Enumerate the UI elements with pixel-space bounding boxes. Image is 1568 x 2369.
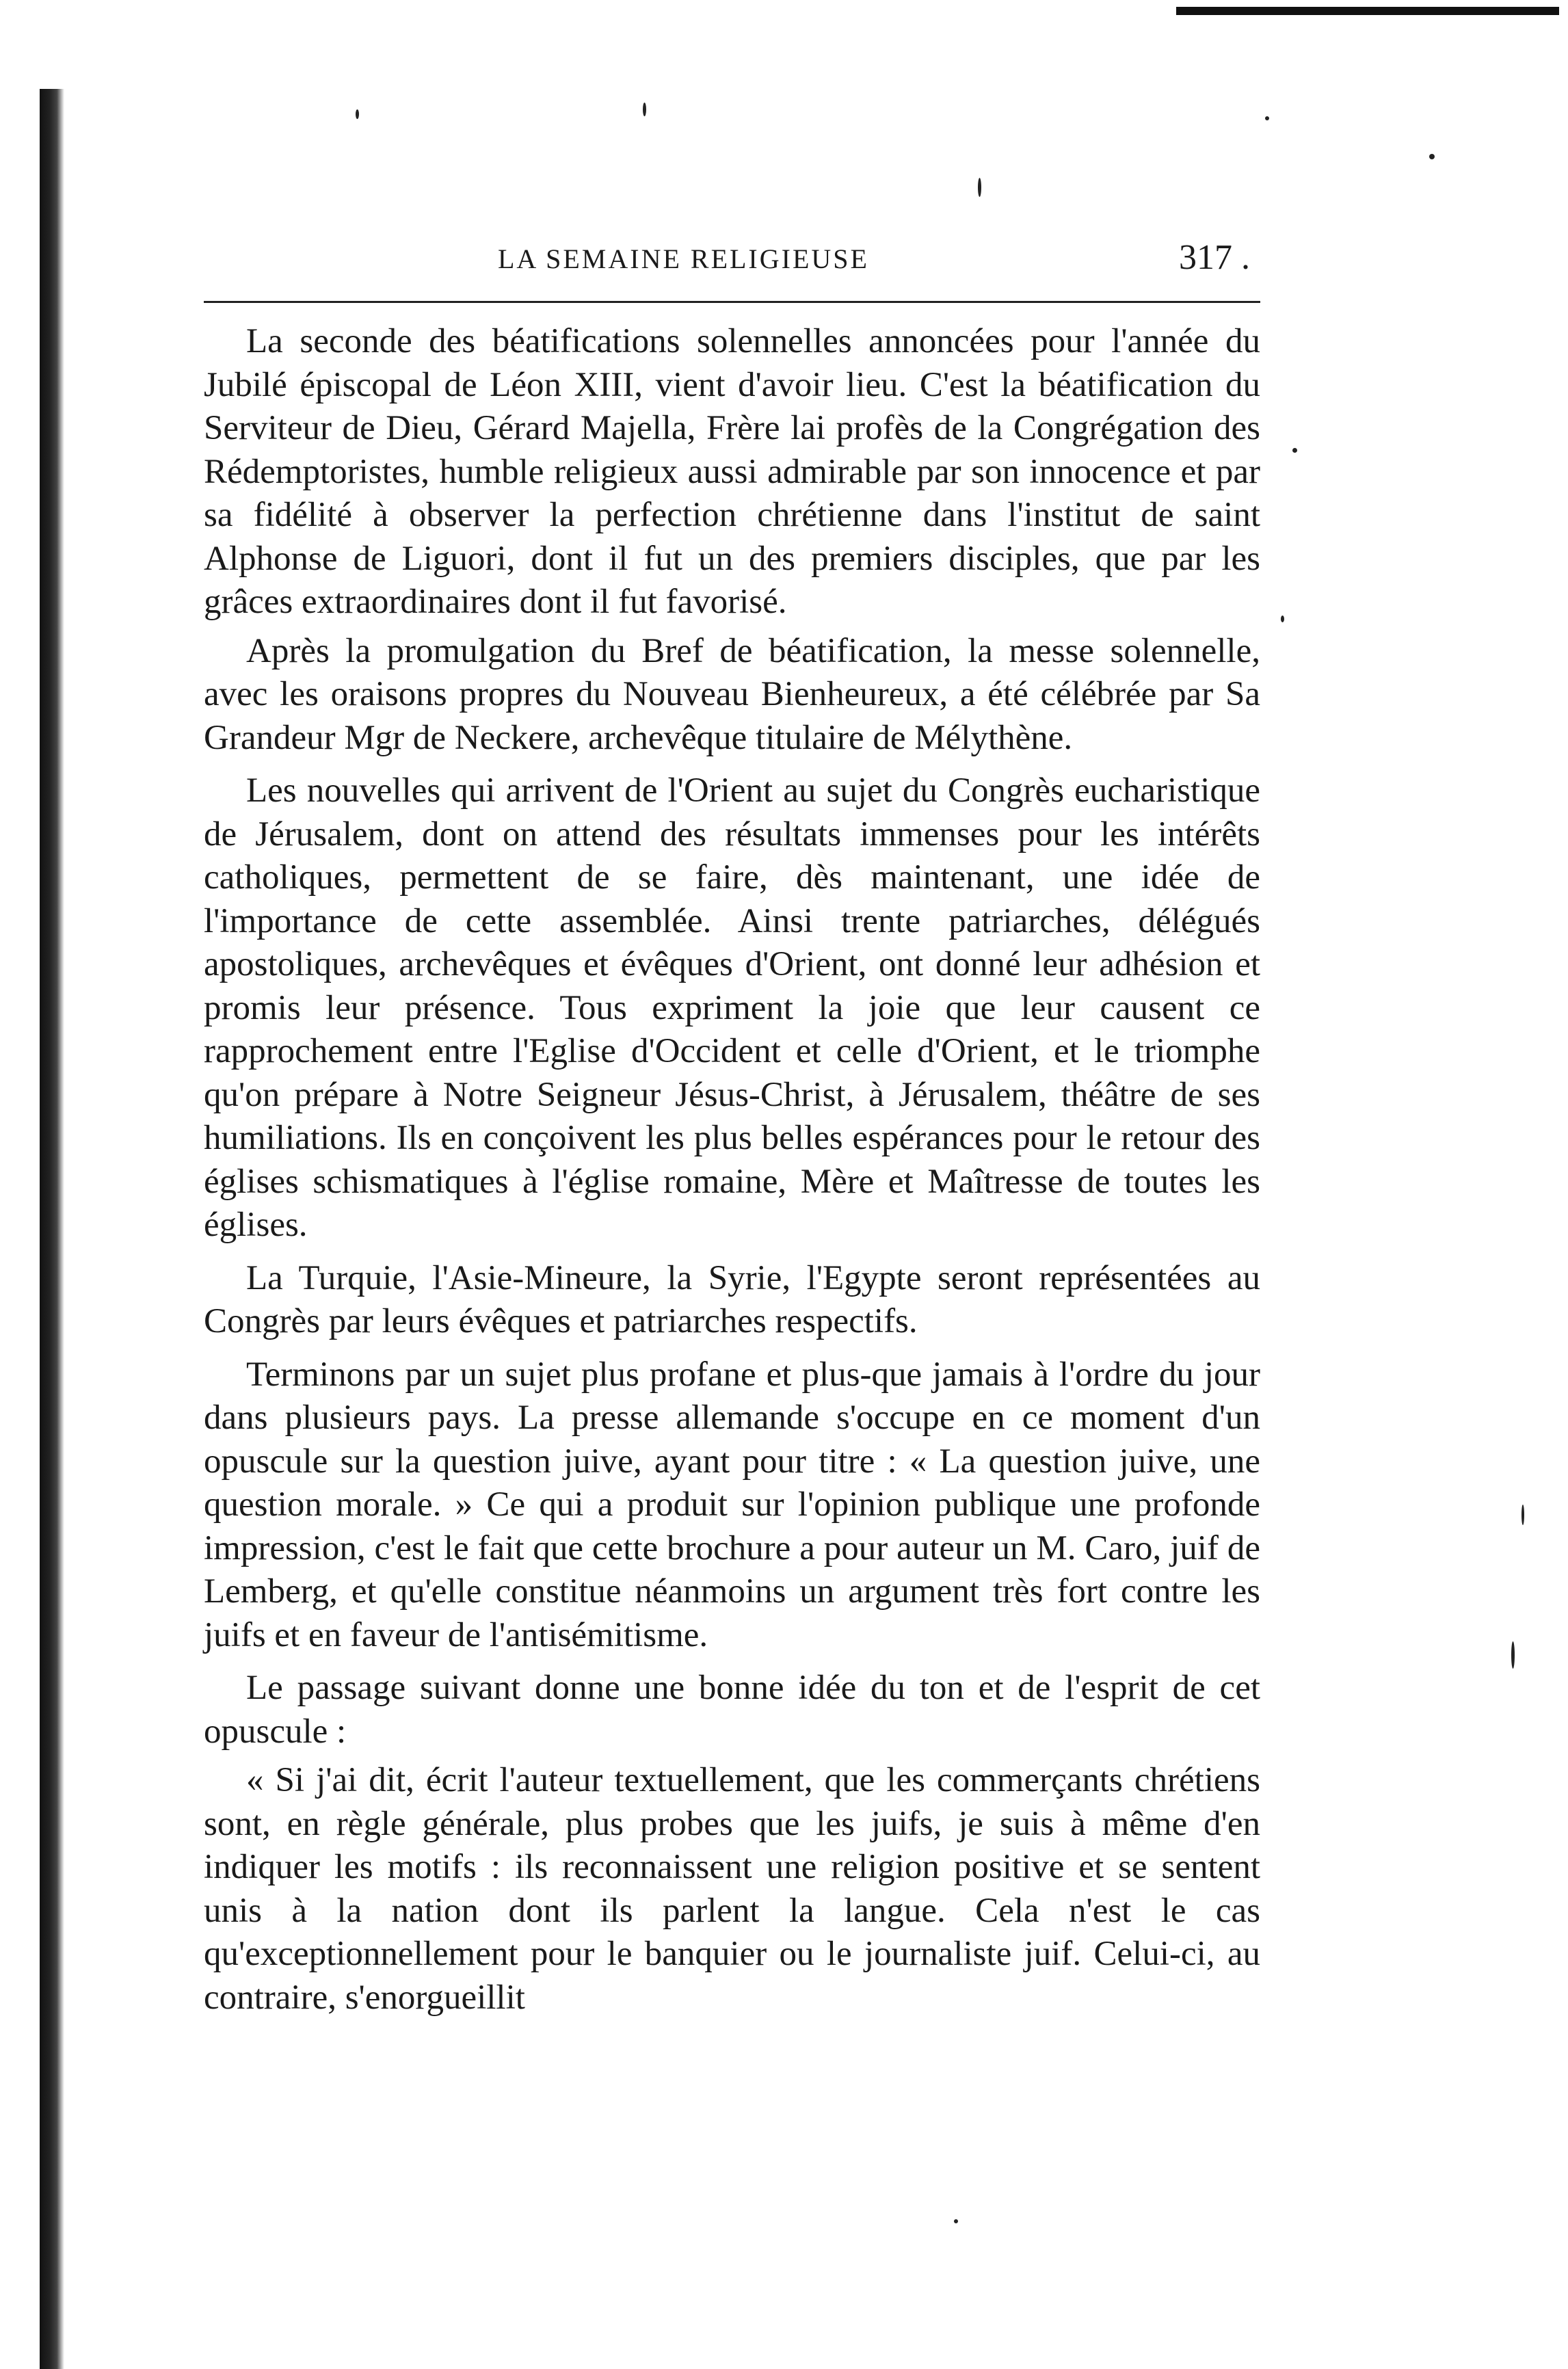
scan-speck	[643, 103, 646, 116]
paragraph-bref: Après la promulgation du Bref de béatification, la messe solennelle, avec les oraisons propres du Nouveau Bienheureux, a été célébrée par Sa Grandeur Mgr de Neckere, archevêque titulaire de Mélythène.	[204, 631, 1260, 757]
article-body	[204, 320, 1260, 2025]
scan-speck	[954, 2219, 958, 2223]
running-title: LA SEMAINE RELIGIEUSE	[498, 243, 869, 274]
paragraph-question-juive: Terminons par un sujet plus profane et plus-que jamais à l'ordre du jour dans plusieurs pays. La presse allemande s'occupe en ce moment d'un opuscule sur la question juive, ayant pour titre : « La question juive, une question morale. » Ce qui a produit sur l'opinion publique une profonde impression, c'est le fait que cette brochure a pour auteur un M. Caro, juif de Lemberg, et qu'elle constitue néanmoins un argument très fort contre les juifs et en faveur de l'antisémitisme.	[204, 1355, 1260, 1654]
scan-speck	[1429, 154, 1435, 159]
paragraph-turquie: La Turquie, l'Asie-Mineure, la Syrie, l'Egypte seront représentées au Congrès par leurs évêques et patriarches respectifs.	[204, 1258, 1260, 1340]
page-number: 317 .	[1179, 238, 1250, 277]
header-rule	[204, 301, 1260, 303]
scan-speck	[1292, 448, 1297, 453]
running-header	[204, 238, 1271, 291]
paragraph-congres: Les nouvelles qui arrivent de l'Orient au sujet du Congrès eucharistique de Jérusalem, dont on attend des résultats immenses pour les intérêts catholiques, permettent de se faire, dès maintenant, une idée de l'importance de cette assemblée. Ainsi trente patriarches, délégués apostoliques, archevêques et évêques d'Orient, ont donné leur adhésion et promis leur présence. Tous expriment la joie que leur causent ce rapprochement entre l'Eglise d'Occident et celle d'Orient, et le triomphe qu'on prépare à Notre Seigneur Jésus-Christ, à Jérusalem, théâtre de ses humiliations. Ils en conçoivent les plus belles espérances pour le retour des églises schismatiques à l'église romaine, Mère et Maîtresse de toutes les églises.	[204, 771, 1260, 1244]
scan-speck	[1281, 616, 1284, 622]
scan-top-rule	[1176, 7, 1559, 15]
scan-binding-shadow	[40, 89, 64, 2369]
scan-speck	[978, 178, 981, 197]
scan-speck	[1522, 1505, 1524, 1525]
paragraph-beatification: La seconde des béatifications solennelles annoncées pour l'année du Jubilé épiscopal de Léon XIII, vient d'avoir lieu. C'est la béatification du Serviteur de Dieu, Gérard Majella, Frère lai profès de la Congrégation des Rédemptoristes, humble religieux aussi admirable par son innocence et par sa fidélité à observer la perfection chrétienne dans l'institut de saint Alphonse de Liguori, dont il fut un des premiers disciples, que par les grâces extraordinaires dont il fut favorisé.	[204, 322, 1260, 621]
scan-speck	[1511, 1641, 1515, 1669]
scan-speck	[1265, 116, 1269, 120]
scan-speck	[356, 109, 359, 119]
paragraph-citation: « Si j'ai dit, écrit l'auteur textuellement, que les commerçants chrétiens sont, en règle générale, plus probes que les juifs, je suis à même d'en indiquer les motifs : ils reconnaissent une religion positive et se sentent unis à la nation dont ils parlent la langue. Cela n'est le cas qu'exceptionnellement pour le banquier ou le journaliste juif. Celui-ci, au contraire, s'enorgueillit	[204, 1761, 1260, 2017]
paragraph-passage: Le passage suivant donne une bonne idée du ton et de l'esprit de cet opuscule :	[204, 1669, 1260, 1751]
